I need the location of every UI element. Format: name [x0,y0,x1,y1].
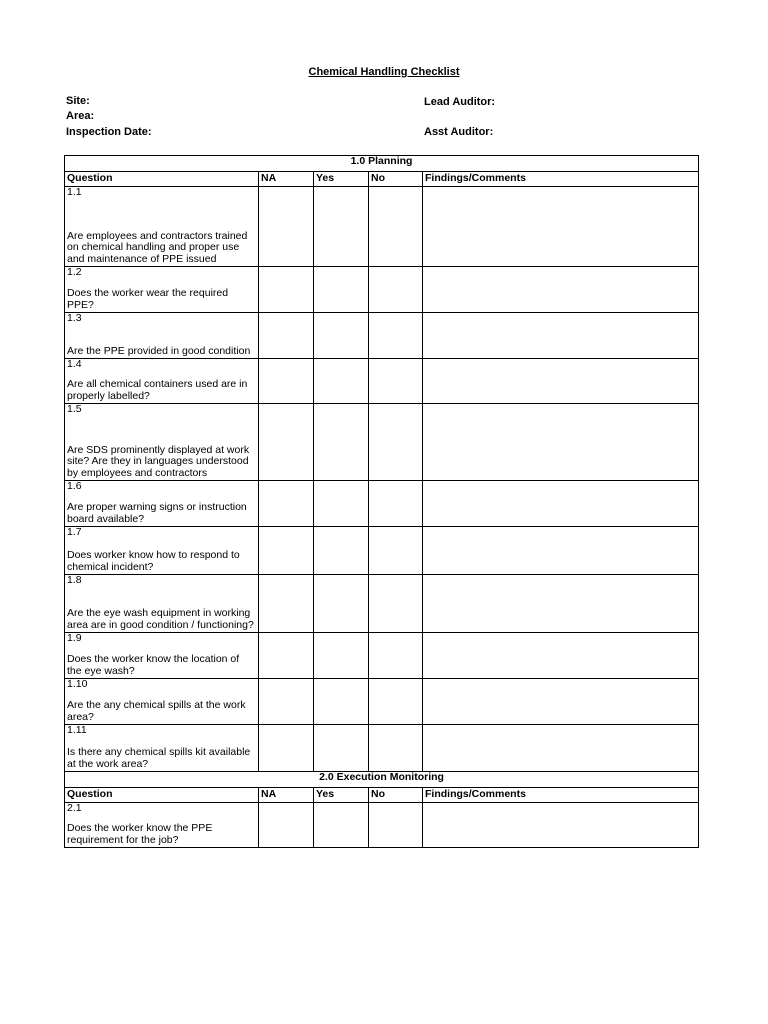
question-text: Are the PPE provided in good condition [67,344,251,357]
question-cell [65,404,259,481]
section-title: 1.0 Planning [65,156,699,172]
question-number: 1.8 [67,574,82,586]
question-number: 1.5 [67,403,82,415]
table-row [65,313,699,359]
findings-cell[interactable] [423,359,699,404]
col-header-question: Question [65,788,259,803]
section-row [65,156,699,172]
na-cell[interactable] [259,725,314,772]
no-cell[interactable] [369,679,423,725]
question-cell [65,481,259,527]
no-cell[interactable] [369,803,423,848]
table-row [65,575,699,633]
no-cell[interactable] [369,404,423,481]
question-number: 1.1 [67,186,82,198]
findings-cell[interactable] [423,679,699,725]
na-cell[interactable] [259,359,314,404]
col-header-na: NA [259,788,314,803]
yes-cell[interactable] [314,527,369,575]
question-number: 1.9 [67,632,82,644]
no-cell[interactable] [369,313,423,359]
checklist-body [65,156,699,848]
findings-cell[interactable] [423,575,699,633]
area-label: Area: [66,110,95,122]
na-cell[interactable] [259,267,314,313]
question-number: 1.10 [67,678,88,690]
question-text: Does the worker know the location of the eye wash? [67,653,240,677]
question-cell [65,679,259,725]
section-row [65,772,699,788]
yes-cell[interactable] [314,575,369,633]
section-title: 2.0 Execution Monitoring [65,772,699,788]
yes-cell[interactable] [314,633,369,679]
yes-cell[interactable] [314,359,369,404]
question-text: Does the worker wear the required PPE? [67,287,229,311]
no-cell[interactable] [369,267,423,313]
no-cell[interactable] [369,481,423,527]
question-cell [65,725,259,772]
question-cell [65,633,259,679]
question-cell [65,187,259,267]
question-text: Does worker know how to respond to chemical incident? [67,549,240,573]
yes-cell[interactable] [314,481,369,527]
checklist-table [64,155,699,848]
yes-cell[interactable] [314,313,369,359]
findings-cell[interactable] [423,187,699,267]
findings-cell[interactable] [423,481,699,527]
question-number: 1.2 [67,266,82,278]
col-header-no: No [369,172,423,187]
na-cell[interactable] [259,679,314,725]
findings-cell[interactable] [423,633,699,679]
yes-cell[interactable] [314,187,369,267]
yes-cell[interactable] [314,725,369,772]
question-text: Does the worker know the PPE requirement for the job? [67,822,213,846]
table-row [65,187,699,267]
question-number: 1.4 [67,358,82,370]
col-header-no: No [369,788,423,803]
table-row [65,803,699,848]
question-cell [65,575,259,633]
column-header-row [65,788,699,803]
no-cell[interactable] [369,187,423,267]
yes-cell[interactable] [314,404,369,481]
yes-cell[interactable] [314,267,369,313]
lead-auditor-label: Lead Auditor: [424,96,496,108]
na-cell[interactable] [259,187,314,267]
col-header-findings: Findings/Comments [423,788,699,803]
table-row [65,481,699,527]
question-cell [65,803,259,848]
question-number: 1.7 [67,526,82,538]
question-cell [65,359,259,404]
inspection-date-label: Inspection Date: [66,126,152,138]
question-text: Are all chemical containers used are in properly labelled? [67,378,248,402]
col-header-yes: Yes [314,172,369,187]
question-number: 1.11 [67,724,87,736]
question-number: 1.6 [67,480,82,492]
site-label: Site: [66,95,90,107]
no-cell[interactable] [369,527,423,575]
findings-cell[interactable] [423,803,699,848]
col-header-yes: Yes [314,788,369,803]
table-row [65,725,699,772]
table-row [65,527,699,575]
asst-auditor-label: Asst Auditor: [424,126,494,138]
page-title: Chemical Handling Checklist [308,66,460,78]
col-header-findings: Findings/Comments [423,172,699,187]
question-text: Are the any chemical spills at the work area? [67,699,246,723]
question-number: 2.1 [67,802,82,814]
no-cell[interactable] [369,725,423,772]
table-row [65,633,699,679]
col-header-question: Question [65,172,259,187]
findings-cell[interactable] [423,725,699,772]
no-cell[interactable] [369,575,423,633]
question-text: Is there any chemical spills kit available at the work area? [67,746,251,770]
question-cell [65,267,259,313]
na-cell[interactable] [259,633,314,679]
yes-cell[interactable] [314,803,369,848]
column-header-row [65,172,699,187]
findings-cell[interactable] [423,404,699,481]
findings-cell[interactable] [423,267,699,313]
findings-cell[interactable] [423,313,699,359]
yes-cell[interactable] [314,679,369,725]
question-text: Are employees and contractors trained on chemical handling and proper use and maintenance of PPE issued [67,229,248,265]
question-text: Are the eye wash equipment in working area are in good condition / functioning? [67,607,254,631]
na-cell[interactable] [259,803,314,848]
question-cell [65,313,259,359]
table-row [65,267,699,313]
findings-cell[interactable] [423,527,699,575]
table-row [65,359,699,404]
na-cell[interactable] [259,527,314,575]
question-text: Are proper warning signs or instruction board available? [67,501,247,525]
na-cell[interactable] [259,404,314,481]
na-cell[interactable] [259,481,314,527]
table-row [65,404,699,481]
question-cell [65,527,259,575]
question-text: Are SDS prominently displayed at work site? Are they in languages understood by employees and contractors [67,443,250,479]
table-row [65,679,699,725]
na-cell[interactable] [259,575,314,633]
question-number: 1.3 [67,312,82,324]
no-cell[interactable] [369,633,423,679]
na-cell[interactable] [259,313,314,359]
no-cell[interactable] [369,359,423,404]
col-header-na: NA [259,172,314,187]
